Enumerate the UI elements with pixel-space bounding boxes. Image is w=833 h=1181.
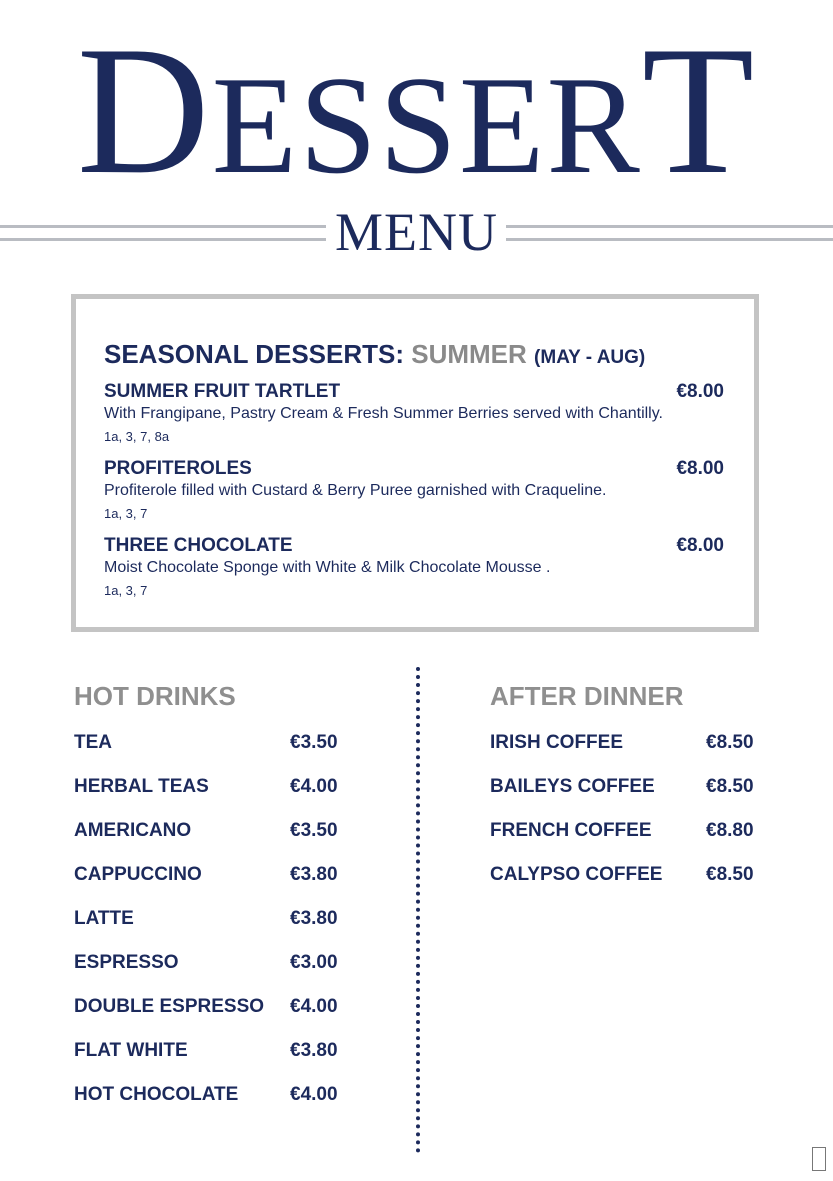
dessert-name: THREE CHOCOLATE bbox=[104, 535, 293, 556]
hot-drink-price: €4.00 bbox=[290, 776, 338, 797]
after-dinner-name: CALYPSO COFFEE bbox=[490, 864, 663, 885]
dessert-description: Profiterole filled with Custard & Berry Puree garnished with Craqueline. bbox=[104, 482, 607, 499]
dessert-item bbox=[104, 535, 724, 601]
hot-drink-name: HOT CHOCOLATE bbox=[74, 1084, 239, 1105]
hot-drink-price: €3.80 bbox=[290, 1040, 338, 1061]
dessert-name: PROFITEROLES bbox=[104, 458, 252, 479]
dessert-price: €8.00 bbox=[676, 458, 724, 479]
hot-drink-price: €3.00 bbox=[290, 952, 338, 973]
dessert-price: €8.00 bbox=[676, 535, 724, 556]
season-months: (MAY - AUG) bbox=[534, 347, 646, 368]
hot-drink-name: LATTE bbox=[74, 908, 134, 929]
after-dinner-name: BAILEYS COFFEE bbox=[490, 776, 655, 797]
after-dinner-name: FRENCH COFFEE bbox=[490, 820, 652, 841]
after-dinner-price: €8.80 bbox=[706, 820, 754, 841]
dessert-description: With Frangipane, Pastry Cream & Fresh Summer Berries served with Chantilly. bbox=[104, 405, 663, 422]
after-dinner-name: IRISH COFFEE bbox=[490, 732, 624, 753]
dessert-name: SUMMER FRUIT TARTLET bbox=[104, 381, 341, 402]
hot-drink-name: FLAT WHITE bbox=[74, 1040, 188, 1061]
season-name: SUMMER bbox=[411, 339, 527, 369]
hot-drinks-heading: HOT DRINKS bbox=[74, 681, 236, 711]
dessert-allergens: 1a, 3, 7 bbox=[104, 583, 148, 598]
dotted-divider bbox=[416, 667, 420, 1153]
after-dinner-price: €8.50 bbox=[706, 864, 754, 885]
hot-drink-name: DOUBLE ESPRESSO bbox=[74, 996, 265, 1017]
hot-drink-price: €3.80 bbox=[290, 908, 338, 929]
hot-drink-name: CAPPUCCINO bbox=[74, 864, 202, 885]
hot-drink-price: €3.50 bbox=[290, 732, 338, 753]
title-letter-d: D bbox=[76, 8, 212, 212]
hot-drink-name: ESPRESSO bbox=[74, 952, 179, 973]
dessert-price: €8.00 bbox=[676, 381, 724, 402]
menu-subtitle: MENU bbox=[335, 202, 498, 262]
seasonal-heading bbox=[104, 339, 645, 370]
dessert-allergens: 1a, 3, 7 bbox=[104, 506, 148, 521]
hot-drink-price: €3.50 bbox=[290, 820, 338, 841]
dessert-description: Moist Chocolate Sponge with White & Milk Chocolate Mousse . bbox=[104, 559, 551, 576]
hot-drink-name: HERBAL TEAS bbox=[74, 776, 209, 797]
dessert-item bbox=[104, 381, 724, 447]
after-dinner-heading: AFTER DINNER bbox=[490, 681, 684, 711]
seasonal-desserts-box bbox=[71, 294, 759, 632]
after-dinner-price: €8.50 bbox=[706, 732, 754, 753]
hot-drink-price: €4.00 bbox=[290, 1084, 338, 1105]
hot-drink-price: €4.00 bbox=[290, 996, 338, 1017]
hot-drink-name: AMERICANO bbox=[74, 820, 192, 841]
printer-mark-logo bbox=[812, 1147, 826, 1171]
hot-drink-price: €3.80 bbox=[290, 864, 338, 885]
seasonal-heading-label: SEASONAL DESSERTS: bbox=[104, 339, 405, 369]
dessert-allergens: 1a, 3, 7, 8a bbox=[104, 429, 170, 444]
after-dinner-price: €8.50 bbox=[706, 776, 754, 797]
title-letter-t: T bbox=[641, 8, 757, 212]
menu-title bbox=[0, 8, 833, 218]
title-letters-middle: ESSER bbox=[211, 48, 642, 203]
hot-drink-name: TEA bbox=[74, 732, 112, 753]
dessert-item bbox=[104, 458, 724, 524]
